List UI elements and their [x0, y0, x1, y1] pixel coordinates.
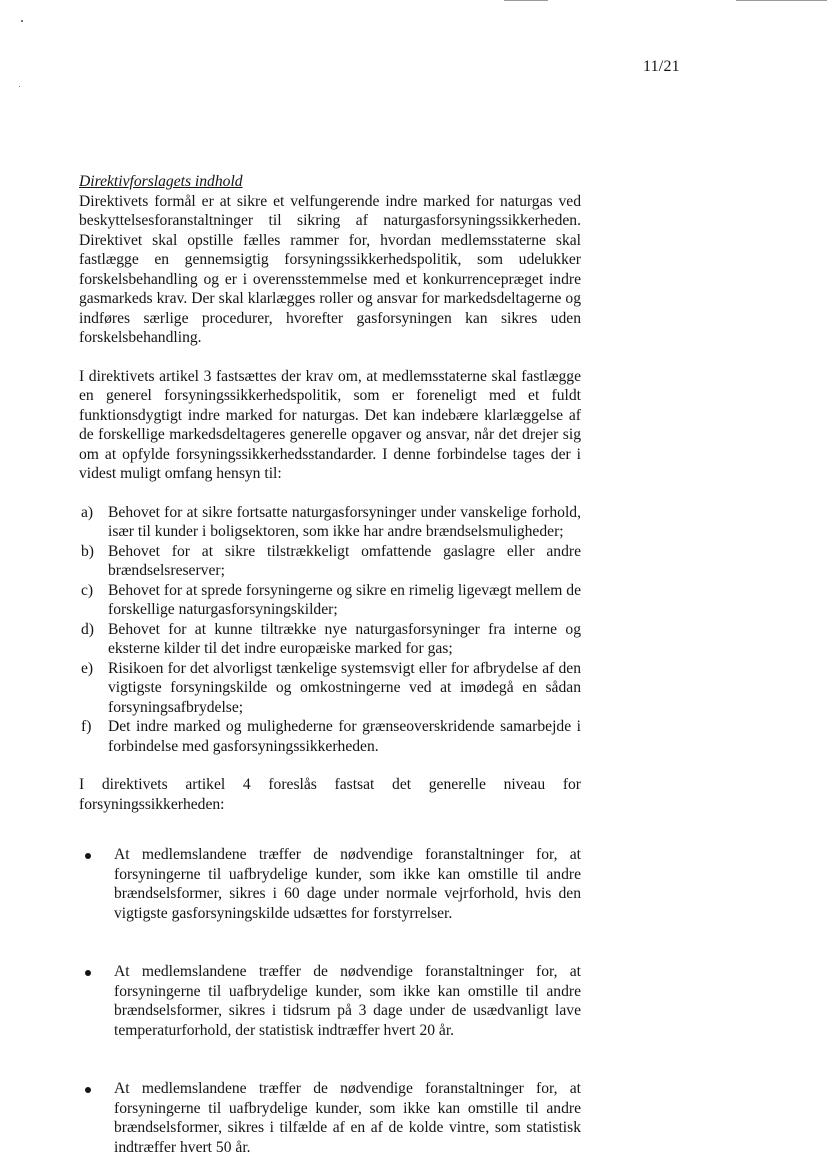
document-body [79, 172, 581, 1157]
list-marker: a) [81, 503, 94, 521]
list-marker: e) [81, 659, 94, 677]
list-item [79, 503, 581, 542]
list-item-text: Risikoen for det alvorligst tænkelige systemsvigt eller for afbrydelse af den vigtigste forsyningskilde og omkostningerne ved at imødegå en sådan forsyningsafbrydelse; [108, 659, 581, 716]
list-marker: b) [81, 542, 94, 560]
article4-paragraph: I direktivets artikel 4 foreslås fastsat det generelle niveau for forsyningssikkerheden: [79, 776, 581, 813]
bullet-icon [85, 970, 91, 976]
list-item [79, 845, 581, 923]
scan-speck [21, 20, 23, 22]
list-item [79, 542, 581, 581]
list-item-text: At medlemslandene træffer de nødvendige foranstaltninger for, at forsyningerne til uafbrydelige kunder, som ikke kan omstille til andre brændselsformer, sikres i 60 dage under normale vejrforhold, hvis den vigtigste gasforsyningskilde udsættes for forstyrrelser. [114, 846, 581, 922]
considerations-list [79, 503, 581, 757]
list-item [79, 581, 581, 620]
list-item-text: Behovet for at sikre tilstrækkeligt omfattende gaslagre eller andre brændselsreserver; [108, 542, 581, 579]
scan-speck [19, 86, 20, 87]
list-item [79, 620, 581, 659]
list-item-text: Behovet for at sprede forsyningerne og sikre en rimelig ligevægt mellem de forskellige naturgasforsyningskilder; [108, 581, 581, 618]
list-item-text: At medlemslandene træffer de nødvendige foranstaltninger for, at forsyningerne til uafbrydelige kunder, som ikke kan omstille til andre brændselsformer, sikres i tilfælde af en af de kolde vintre, som statistisk indtræffer hvert 50 år. [114, 1080, 581, 1156]
scan-edge-line [736, 0, 827, 1]
requirements-list [79, 845, 581, 1157]
list-item [79, 962, 581, 1040]
page-number: 11/21 [643, 58, 680, 75]
list-item-text: Behovet for at sikre fortsatte naturgasforsyninger under vanskelige forhold, især til kunder i boligsektoren, som ikke har andre brændselsmuligheder; [108, 503, 581, 540]
list-item-text: At medlemslandene træffer de nødvendige foranstaltninger for, at forsyningerne til uafbrydelige kunder, som ikke kan omstille til andre brændselsformer, sikres i tidsrum på 3 dage under de usædvanligt lave temperaturforhold, der statistisk indtræffer hvert 20 år. [114, 963, 581, 1039]
scan-edge-line [504, 0, 548, 1]
list-item [79, 1079, 581, 1157]
article3-paragraph: I direktivets artikel 3 fastsættes der krav om, at medlemsstaterne skal fastlægge en generel forsyningssikkerhedspolitik, som er foreneligt med et fuldt funktionsdygtigt indre marked for naturgas. Det kan indebære klarlæggelse af de forskellige markedsdeltageres generelle opgaver og ansvar, når det drejer sig om at opfylde forsyningssikkerhedsstandarder. I denne forbindelse tages der i videst muligt omfang hensyn til: [79, 367, 581, 482]
list-marker: c) [81, 581, 94, 599]
bullet-icon [85, 853, 91, 859]
list-marker: f) [81, 718, 92, 735]
intro-paragraph: Direktivets formål er at sikre et velfungerende indre marked for naturgas ved beskyttelsesforanstaltninger til sikring af naturgasforsyningssikkerheden. Direktivet skal opstille fælles rammer for, hvordan medlemsstaterne skal fastlægge en gennemsigtig forsyningssikkerhedspolitik, som udelukker forskelsbehandling og er i overensstemmelse med et konkurrencepræget indre gasmarkeds krav. Der skal klarlægges roller og ansvar for markedsdeltagerne og indføres særlige procedurer, hvorefter gasforsyningen kan sikres uden forskelsbehandling. [79, 192, 581, 346]
list-item-text: Behovet for at kunne tiltrække nye naturgasforsyninger fra interne og eksterne kilder til det indre europæiske marked for gas; [108, 620, 581, 657]
list-item-text: Det indre marked og mulighederne for grænseoverskridende samarbejde i forbindelse med gasforsyningssikkerheden. [108, 718, 581, 755]
list-item [79, 717, 581, 756]
list-item [79, 659, 581, 718]
bullet-icon [85, 1087, 91, 1093]
list-marker: d) [81, 620, 94, 638]
section-heading: Direktivforslagets indhold [79, 173, 243, 190]
